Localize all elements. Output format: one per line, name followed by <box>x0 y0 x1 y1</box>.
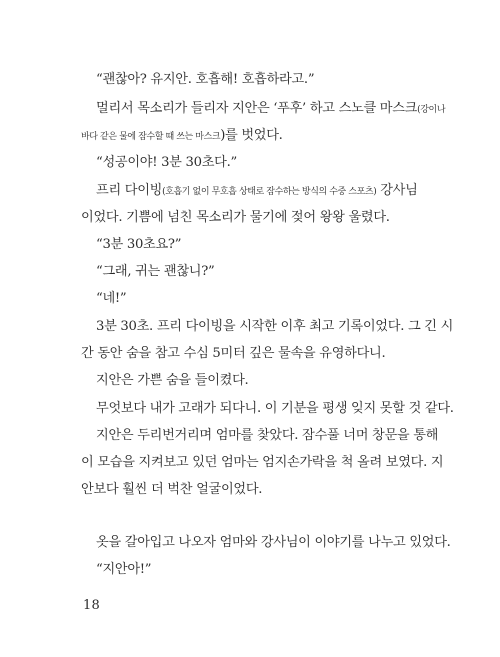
narration-text: 지안은 두리번거리며 엄마를 찾았다. 잠수풀 너머 창문을 통해 <box>96 428 439 443</box>
text-line <box>81 209 500 227</box>
text-line <box>96 100 500 119</box>
narration-text: 지안은 가쁜 숨을 들이켰다. <box>96 373 249 388</box>
narration-text: 강사님 <box>376 183 418 198</box>
text-line <box>96 236 500 254</box>
dialogue-line: “3분 30초요?” <box>96 237 182 252</box>
text-line <box>96 263 500 281</box>
text-line <box>81 481 500 499</box>
text-line <box>96 182 500 201</box>
narration-text: 이 모습을 지켜보고 있던 엄마는 엄지손가락을 척 올려 보였다. 지 <box>81 455 444 470</box>
narration-text: 무엇보다 내가 고래가 되다니. 이 기분을 평생 잊지 못할 것 같다. <box>96 401 454 416</box>
narration-text: 3분 30초. 프리 다이빙을 시작한 이후 최고 기록이었다. 그 긴 시 <box>96 319 454 334</box>
narration-text: 안보다 훨씬 더 벅찬 얼굴이었다. <box>81 482 263 497</box>
text-line <box>96 372 500 390</box>
text-line <box>81 454 500 472</box>
dialogue-line: “네!” <box>96 291 127 306</box>
narration-text: 이었다. 기쁨에 넘친 목소리가 물기에 젖어 왕왕 울렸다. <box>81 210 390 225</box>
footnote-text: (호흡기 없이 무호흡 상태로 잠수하는 방식의 수중 스포츠) <box>162 187 377 197</box>
text-line <box>96 290 500 308</box>
page-number: 18 <box>83 598 100 613</box>
text-line <box>96 318 500 336</box>
text-line <box>81 345 500 363</box>
text-line <box>96 427 500 445</box>
text-line <box>96 400 500 418</box>
narration-text: 프리 다이빙 <box>96 183 163 198</box>
dialogue-line: “지안아!” <box>96 562 152 577</box>
narration-text: 옷을 갈아입고 나오자 엄마와 강사님이 이야기를 나누고 있었다. <box>96 535 451 550</box>
footnote-text: 바다 같은 물에 잠수할 때 쓰는 마스크 <box>81 132 221 142</box>
text-line <box>96 154 500 172</box>
dialogue-line: “성공이야! 3분 30초다.” <box>96 155 237 170</box>
narration-text: 멀리서 목소리가 들리자 지안은 ‘푸후’ 하고 스노클 마스크 <box>96 101 418 116</box>
text-line <box>96 561 500 579</box>
footnote-text: (강이나 <box>417 105 446 115</box>
narration-text: )를 벗었다. <box>220 128 283 143</box>
dialogue-line: “그래, 귀는 괜찮니?” <box>96 264 215 279</box>
text-line <box>96 71 500 89</box>
narration-text: 간 동안 숨을 참고 수심 5미터 깊은 물속을 유영하다니. <box>81 346 386 361</box>
dialogue-line: “괜찮아? 유지안. 호흡해! 호흡하라고.” <box>96 72 315 87</box>
text-line <box>81 127 500 146</box>
text-line <box>96 534 500 552</box>
